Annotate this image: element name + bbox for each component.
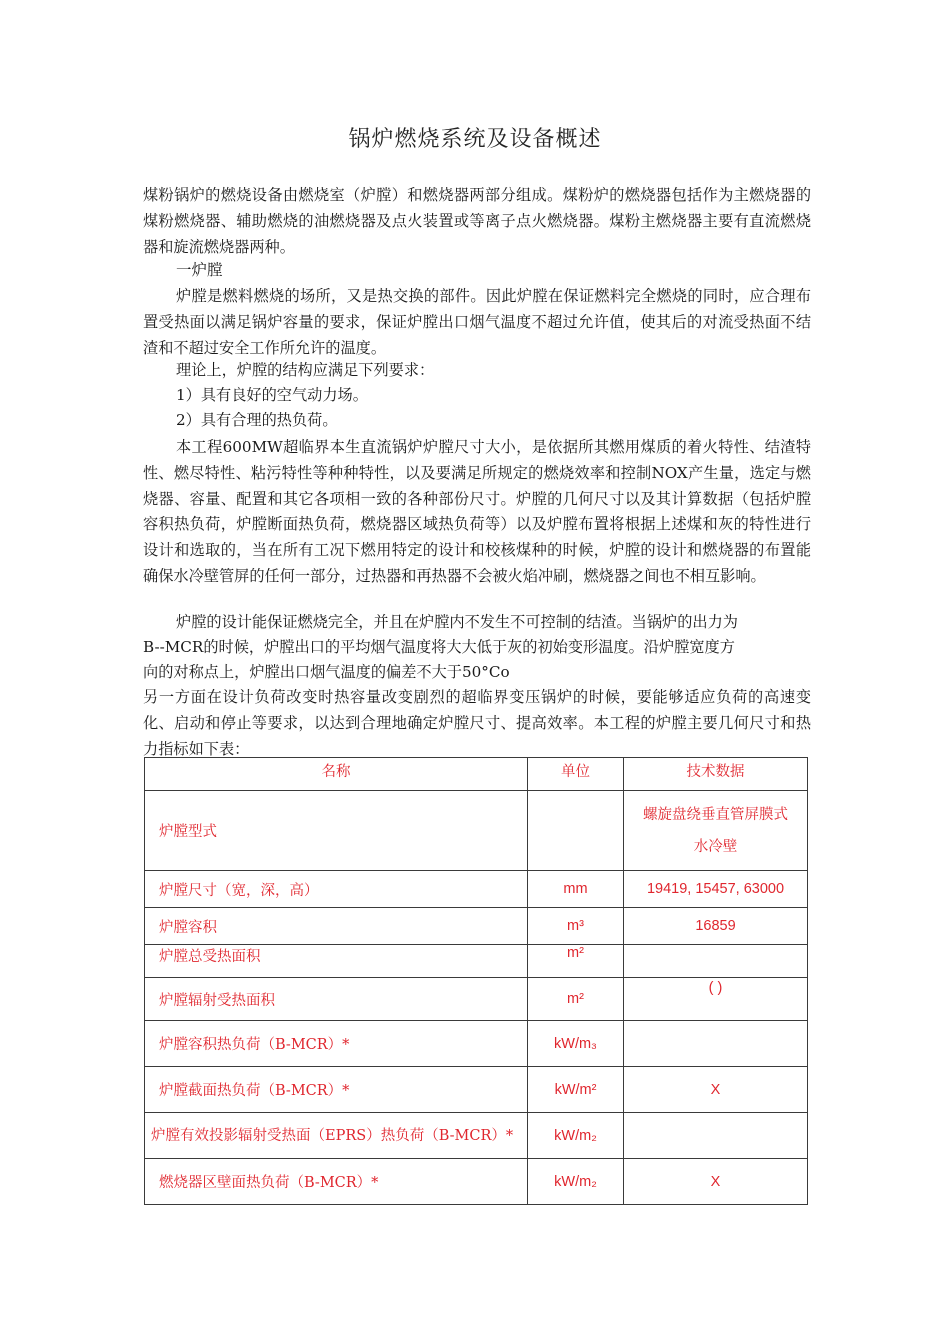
row-name: 炉膛型式 (145, 791, 528, 871)
table-row (145, 871, 808, 908)
row-value (624, 1113, 808, 1159)
row-unit: m² (528, 978, 624, 1021)
row-unit: m³ (528, 908, 624, 945)
row-unit: m² (528, 945, 624, 978)
row-name: 炉膛尺寸（宽，深，高） (145, 871, 528, 908)
table-row (145, 1067, 808, 1113)
design-paragraph-line-2: B--MCR的时候，炉膛出口的平均烟气温度将大大低于灰的初始变形温度。沿炉膛宽度方 (143, 638, 735, 656)
document-title: 锅炉燃烧系统及设备概述 (348, 127, 602, 152)
row-unit: kW/m₃ (528, 1021, 624, 1067)
row-value: 16859 (624, 908, 808, 945)
furnace-description-paragraph: 炉膛是燃料燃烧的场所，又是热交换的部件。因此炉膛在保证燃料完全燃烧的同时，应合理布置受热面以满足锅炉容量的要求，保证炉膛出口烟气温度不超过允许值，使其后的对流受热面不结渣和不超过安全工作所允许的温度。 (143, 287, 811, 357)
requirements-intro: 理论上，炉膛的结构应满足下列要求： (176, 361, 435, 379)
table-row (145, 945, 808, 978)
table-row (145, 1021, 808, 1067)
table-row (145, 908, 808, 945)
table-row (145, 1159, 808, 1205)
table-header-row (145, 758, 808, 791)
row-value (624, 1021, 808, 1067)
design-paragraph-line-1: 炉膛的设计能保证燃烧完全，并且在炉膛内不发生不可控制的结渣。当锅炉的出力为 (176, 613, 738, 631)
row-unit: kW/m₂ (528, 1113, 624, 1159)
header-value: 技术数据 (624, 758, 808, 791)
section-heading-furnace: 一炉膛 (176, 261, 223, 279)
row-name: 炉膛辐射受热面积 (145, 978, 528, 1021)
row-name: 炉膛容积 (145, 908, 528, 945)
row-unit: mm (528, 871, 624, 908)
row-unit (528, 791, 624, 871)
row-name: 炉膛容积热负荷（B-MCR）* (145, 1021, 528, 1067)
row-unit: kW/m₂ (528, 1159, 624, 1205)
header-unit: 单位 (528, 758, 624, 791)
table-row (145, 1113, 808, 1159)
requirement-item-1: 1）具有良好的空气动力场。 (176, 386, 368, 404)
table-row (145, 791, 808, 871)
row-value: X (624, 1159, 808, 1205)
row-value: ( ) (624, 978, 808, 1021)
row-name: 炉膛有效投影辐射受热面（EPRS）热负荷（B-MCR）* (145, 1113, 528, 1159)
table-row (145, 978, 808, 1021)
design-paragraph-2: 另一方面在设计负荷改变时热容量改变剧烈的超临界变压锅炉的时候，要能够适应负荷的高速变化、启动和停止等要求，以达到合理地确定炉膛尺寸、提高效率。本工程的炉膛主要几何尺寸和热力指标如下表： (143, 688, 811, 758)
row-value: X (624, 1067, 808, 1113)
row-name: 燃烧器区壁面热负荷（B-MCR）* (145, 1159, 528, 1205)
header-name: 名称 (145, 758, 528, 791)
row-unit: kW/m² (528, 1067, 624, 1113)
project-description-paragraph: 本工程600MW超临界本生直流锅炉炉膛尺寸大小，是依据所其燃用煤质的着火特性、结渣特性、燃尽特性、粘污特性等种种特性，以及要满足所规定的燃烧效率和控制NOX产生量，选定与燃烧器、容量、配置和其它各项相一致的各种部份尺寸。炉膛的几何尺寸以及其计算数据（包括炉膛容积热负荷，炉膛断面热负荷，燃烧器区域热负荷等）以及炉膛布置将根据上述煤和灰的特性进行设计和选取的，当在所有工况下燃用特定的设计和校核煤种的时候，炉膛的设计和燃烧器的布置能确保水冷壁管屏的任何一部分，过热器和再热器不会被火焰冲刷，燃烧器之间也不相互影响。 (143, 438, 811, 585)
design-paragraph-line-3: 向的对称点上，炉膛出口烟气温度的偏差不大于50°Co (143, 663, 510, 681)
row-name: 炉膛总受热面积 (145, 945, 528, 978)
row-value: 螺旋盘绕垂直管屏膜式水冷壁 (624, 791, 808, 871)
requirement-item-2: 2）具有合理的热负荷。 (176, 411, 338, 429)
row-value (624, 945, 808, 978)
intro-paragraph: 煤粉锅炉的燃烧设备由燃烧室（炉膛）和燃烧器两部分组成。煤粉炉的燃烧器包括作为主燃烧器的煤粉燃烧器、辅助燃烧的油燃烧器及点火装置或等离子点火燃烧器。煤粉主燃烧器主要有直流燃烧器和旋流燃烧器两种。 (143, 186, 811, 256)
row-name: 炉膛截面热负荷（B-MCR）* (145, 1067, 528, 1113)
row-value: 19419, 15457, 63000 (624, 871, 808, 908)
furnace-spec-table (144, 757, 808, 1205)
